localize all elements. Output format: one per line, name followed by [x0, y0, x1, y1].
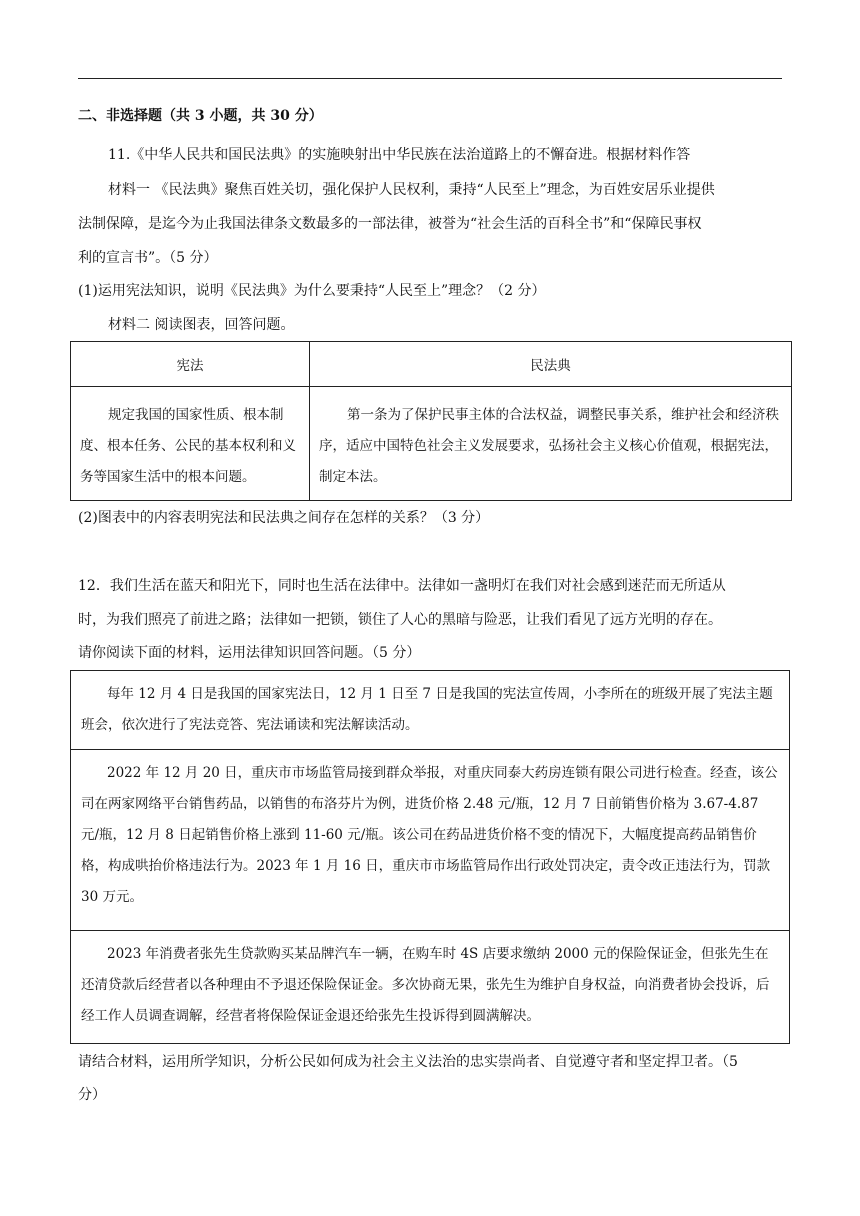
q11-sub-question-2: (2)图表中的内容表明宪法和民法典之间存在怎样的关系？（3 分）	[78, 510, 490, 526]
table-header-civil-code: 民法典	[310, 342, 792, 387]
q12-intro-line3: 请你阅读下面的材料，运用法律知识回答问题。（5 分）	[78, 645, 421, 661]
civil-code-text: 第一条为了保护民事主体的合法权益，调整民事关系，维护社会和经济秩序，适应中国特色社会主义发展要求，弘扬社会主义核心价值观，根据宪法，制定本法。	[319, 407, 779, 485]
material-box-consumer-complaint: 2023 年消费者张先生贷款购买某品牌汽车一辆，在购车时 4S 店要求缴纳 2000 元的保险保证金，但张先生在还清贷款后经营者以各种理由不予退还保险保证金。多次协商无果，张先生为维护自身权益，向消费者协会投诉，后经工作人员调查调解，经营者将保险保证金退还给张先生投诉得到圆满解决。	[70, 930, 790, 1044]
q11-material1-line3: 利的宣言书”。（5 分）	[78, 250, 218, 266]
table-header-constitution: 宪法	[71, 342, 310, 387]
q11-material1-line1: 材料一 《民法典》聚焦百姓关切，强化保护人民权利，秉持“人民至上”理念，为百姓安居乐业提供	[108, 182, 715, 198]
material-box-price-gouging: 2022 年 12 月 20 日，重庆市市场监管局接到群众举报，对重庆同泰大药房连锁有限公司进行检查。经查，该公司在两家网络平台销售药品，以销售的布洛芬片为例，进货价格 2.48 元/瓶，12 月 7 日前销售价格为 3.67-4.87 元/瓶，12 月 8 日起销售价格上涨到 11-60 元/瓶。该公司在药品进货价格不变的情况下，大幅度提高药品销售价格，构成哄抬价格违法行为。2023 年 1 月 16 日，重庆市市场监管局作出行政处罚决定，责令改正违法行为，罚款 30 万元。	[70, 749, 790, 931]
comparison-table	[70, 341, 792, 501]
q11-material2: 材料二 阅读图表，回答问题。	[108, 317, 295, 333]
q12-intro-line2: 时，为我们照亮了前进之路；法律如一把锁，锁住了人心的黑暗与险恶，让我们看见了远方光明的存在。	[78, 612, 722, 628]
constitution-text: 规定我国的国家性质、根本制度、根本任务、公民的基本权利和义务等国家生活中的根本问题。	[80, 407, 296, 485]
q12-question-line2: 分）	[78, 1087, 106, 1103]
q12-intro-line1: 12．我们生活在蓝天和阳光下，同时也生活在法律中。法律如一盏明灯在我们对社会感到迷茫而无所适从	[78, 578, 726, 594]
section-title: 二、非选择题（共 3 小题，共 30 分）	[78, 108, 323, 124]
header-rule	[78, 78, 782, 79]
material-box-constitution-day: 每年 12 月 4 日是我国的国家宪法日，12 月 1 日至 7 日是我国的宪法宣传周，小李所在的班级开展了宪法主题班会，依次进行了宪法竞答、宪法诵读和宪法解读活动。	[70, 670, 790, 750]
table-cell-constitution	[71, 387, 310, 501]
table-cell-civil-code	[310, 387, 792, 501]
q11-sub-question-1: (1)运用宪法知识，说明《民法典》为什么要秉持“人民至上”理念？（2 分）	[78, 283, 546, 299]
q11-material1-line2: 法制保障，是迄今为止我国法律条文数最多的一部法律，被誉为“社会生活的百科全书”和“保障民事权	[78, 216, 702, 232]
q11-intro: 11.《中华人民共和国民法典》的实施映射出中华民族在法治道路上的不懈奋进。根据材料作答	[108, 147, 691, 163]
q12-question-line1: 请结合材料，运用所学知识，分析公民如何成为社会主义法治的忠实崇尚者、自觉遵守者和坚定捍卫者。（5	[78, 1054, 738, 1070]
